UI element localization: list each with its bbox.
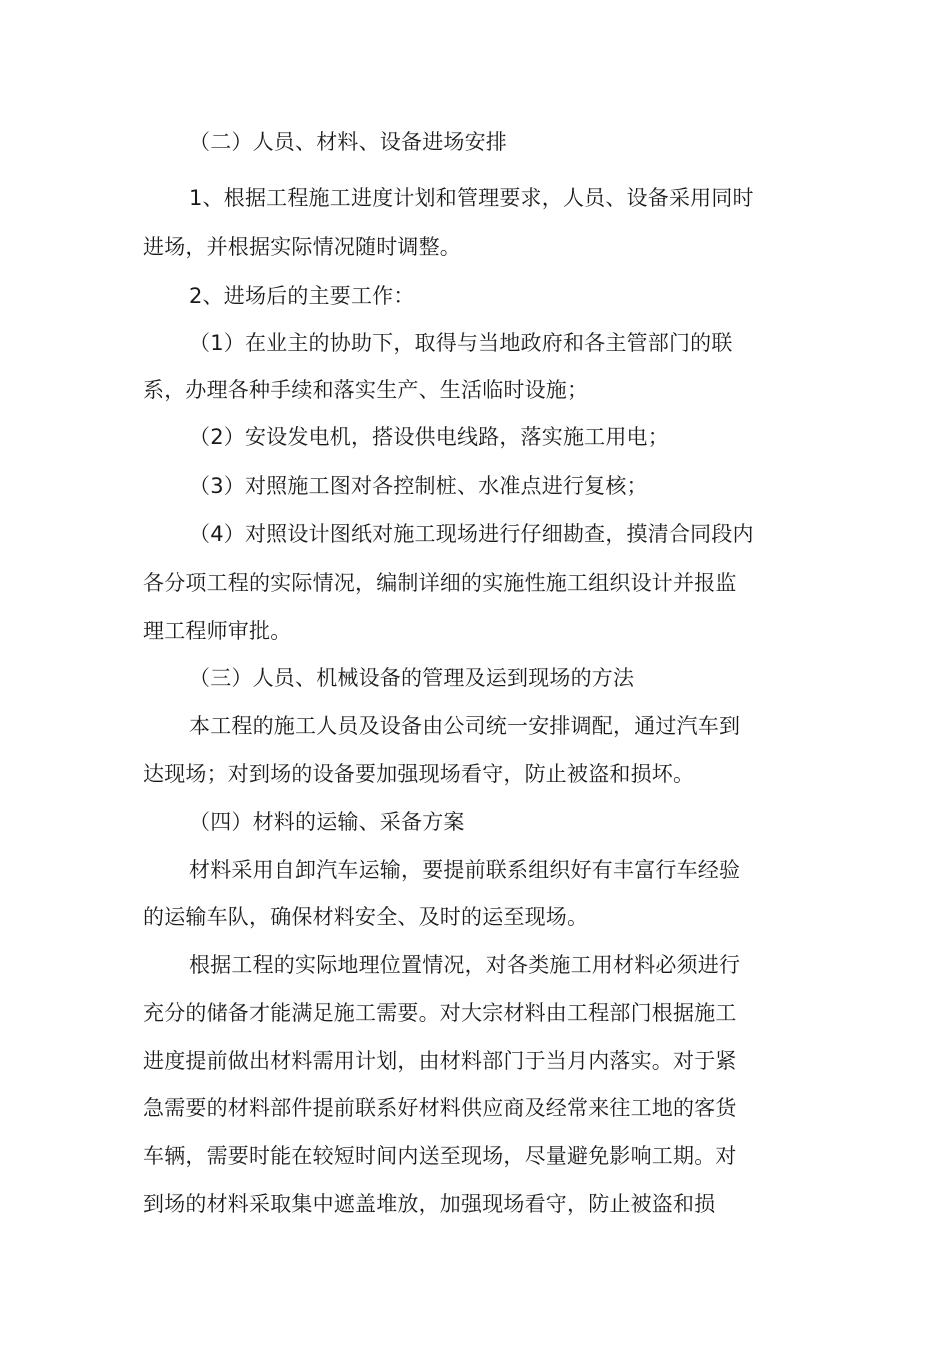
paragraph-line: 到场的材料采取集中遮盖堆放，加强现场看守，防止被盗和损 [143,1192,716,1216]
paragraph-line: 2、进场后的主要工作： [189,284,415,308]
section-heading-4: （四）材料的运输、采备方案 [189,810,465,834]
paragraph-line: 充分的储备才能满足施工需要。对大宗材料由工程部门根据施工 [143,1001,737,1025]
paragraph-line: 进度提前做出材料需用计划，由材料部门于当月内落实。对于紧 [143,1049,737,1073]
paragraph-line: 根据工程的实际地理位置情况，对各类施工用材料必须进行 [189,953,741,977]
paragraph-line: （4）对照设计图纸对施工现场进行仔细勘查，摸清合同段内 [189,522,754,546]
paragraph-line: 达现场；对到场的设备要加强现场看守，防止被盗和损坏。 [143,762,695,786]
paragraph-line: （2）安设发电机，搭设供电线路，落实施工用电； [189,425,669,449]
paragraph-line: 进场，并根据实际情况随时调整。 [143,235,461,259]
paragraph-line: 1、根据工程施工进度计划和管理要求，人员、设备采用同时 [189,186,754,210]
paragraph-line: （1）在业主的协助下，取得与当地政府和各主管部门的联 [189,331,733,355]
paragraph-line: 理工程师审批。 [143,619,292,643]
paragraph-line: 车辆，需要时能在较短时间内送至现场，尽量避免影响工期。对 [143,1144,737,1168]
paragraph-line: 各分项工程的实际情况，编制详细的实施性施工组织设计并报监 [143,571,737,595]
paragraph-line: 本工程的施工人员及设备由公司统一安排调配，通过汽车到 [189,714,741,738]
section-heading-3: （三）人员、机械设备的管理及运到现场的方法 [189,666,635,690]
paragraph-line: （3）对照施工图对各控制桩、水准点进行复核； [189,474,648,498]
paragraph-line: 的运输车队，确保材料安全、及时的运至现场。 [143,905,589,929]
paragraph-line: 急需要的材料部件提前联系好材料供应商及经常来往工地的客货 [143,1096,737,1120]
paragraph-line: 系，办理各种手续和落实生产、生活临时设施； [143,378,589,402]
section-heading-2: （二）人员、材料、设备进场安排 [189,130,507,154]
paragraph-line: 材料采用自卸汽车运输，要提前联系组织好有丰富行车经验 [189,858,741,882]
